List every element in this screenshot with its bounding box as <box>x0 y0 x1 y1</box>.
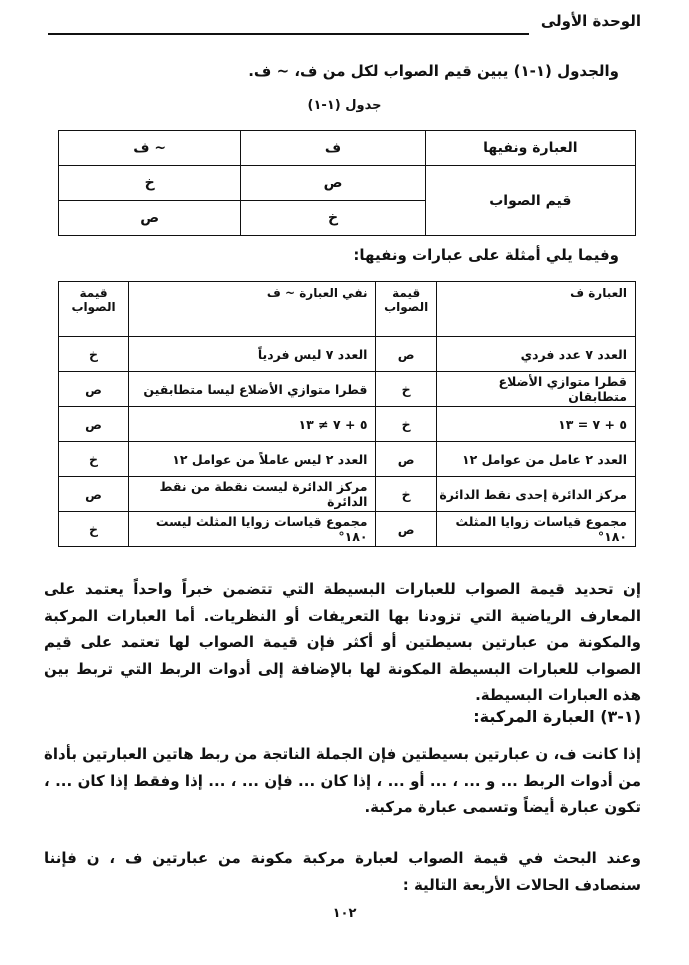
table-header-row <box>59 282 636 337</box>
header-negation: نفي العبارة ~ ف <box>129 282 376 337</box>
truth-table-basic <box>58 130 636 236</box>
header-truth: قيمة الصواب <box>376 282 436 337</box>
header-p: ف <box>241 131 425 166</box>
table-cell: ص <box>241 166 425 201</box>
table-row <box>59 337 636 372</box>
table-row <box>59 372 636 407</box>
statement-cell: مركز الدائرة إحدى نقط الدائرة <box>436 477 635 512</box>
paragraph-simple-vs-compound: إن تحديد قيمة الصواب للعبارات البسيطة التي تتضمن خبراً واحداً يعتمد على المعارف الرياضية التي تزودنا بها التعريفات أو النظريات. أما العبارات المركبة والمكونة من عبارتين بسيطتين أو أكثر فإن قيمة الصواب لها تعتمد على قيم الصواب للعبارات البسيطة المكونة لها بالإضافة إلى أدوات الربط التي تربط بين هذه العبارات البسيطة. <box>44 580 641 704</box>
header-neg-truth: قيمة الصواب <box>59 282 129 337</box>
neg-truth-cell: ص <box>59 372 129 407</box>
negation-cell: العدد ٧ ليس فردياً <box>129 337 376 372</box>
negation-cell: مجموع قياسات زوايا المثلث ليست ١٨٠° <box>129 512 376 547</box>
row-label-statement: العبارة ونفيها <box>425 131 635 166</box>
truth-cell: ص <box>376 442 436 477</box>
statement-cell: ٥ + ٧ = ١٣ <box>436 407 635 442</box>
examples-intro: وفيما يلي أمثلة على عبارات ونفيها: <box>353 246 619 264</box>
neg-truth-cell: خ <box>59 512 129 547</box>
table-row <box>59 166 636 201</box>
page-number: ١٠٢ <box>332 906 357 921</box>
negation-cell: مركز الدائرة ليست نقطة من نقط الدائرة <box>129 477 376 512</box>
neg-truth-cell: خ <box>59 442 129 477</box>
table-cell: خ <box>59 166 241 201</box>
header-not-p: ~ ف <box>59 131 241 166</box>
intro-text: والجدول (١-١) يبين قيم الصواب لكل من ف، ~ ف. <box>248 62 619 80</box>
row-label-truth: قيم الصواب <box>425 166 635 236</box>
neg-truth-cell: ص <box>59 477 129 512</box>
truth-cell: خ <box>376 477 436 512</box>
paragraph-four-cases: وعند البحث في قيمة الصواب لعبارة مركبة مكونة من عبارتين ف ، ن فإننا سنصادف الحالات الأربعة التالية : <box>44 849 641 894</box>
running-header <box>48 12 641 34</box>
unit-title: الوحدة الأولى <box>540 12 641 30</box>
truth-cell: ص <box>376 512 436 547</box>
section-heading: (١-٣) العبارة المركبة: <box>473 707 641 726</box>
statement-cell: مجموع قياسات زوايا المثلث ١٨٠° <box>436 512 635 547</box>
truth-cell: ص <box>376 337 436 372</box>
examples-table <box>58 281 636 547</box>
table1-caption: جدول (١-١) <box>307 98 382 113</box>
neg-truth-cell: ص <box>59 407 129 442</box>
table-cell: ص <box>59 201 241 236</box>
negation-cell: قطرا متوازي الأضلاع ليسا متطابقين <box>129 372 376 407</box>
neg-truth-cell: خ <box>59 337 129 372</box>
table-row <box>59 407 636 442</box>
table-row <box>59 442 636 477</box>
table-cell: خ <box>241 201 425 236</box>
statement-cell: قطرا متوازي الأضلاع متطابقان <box>436 372 635 407</box>
negation-cell: العدد ٢ ليس عاملاً من عوامل ١٢ <box>129 442 376 477</box>
statement-cell: العدد ٢ عامل من عوامل ١٢ <box>436 442 635 477</box>
statement-cell: العدد ٧ عدد فردي <box>436 337 635 372</box>
table-row <box>59 131 636 166</box>
negation-cell: ٥ + ٧ ≠ ١٣ <box>129 407 376 442</box>
table-row <box>59 512 636 547</box>
paragraph-compound-definition: إذا كانت ف، ن عبارتين بسيطتين فإن الجملة الناتجة من ربط هاتين العبارتين بأداة من أدوات الربط ... و ... ، ... أو ... ، إذا كان ... فإن ... ، ... إذا وفقط إذا كان ... ، تكون عبارة أيضاً وتسمى عبارة مركبة. <box>44 745 641 816</box>
header-rule <box>48 33 529 35</box>
truth-cell: خ <box>376 372 436 407</box>
truth-cell: خ <box>376 407 436 442</box>
table-row <box>59 477 636 512</box>
header-statement: العبارة ف <box>436 282 635 337</box>
